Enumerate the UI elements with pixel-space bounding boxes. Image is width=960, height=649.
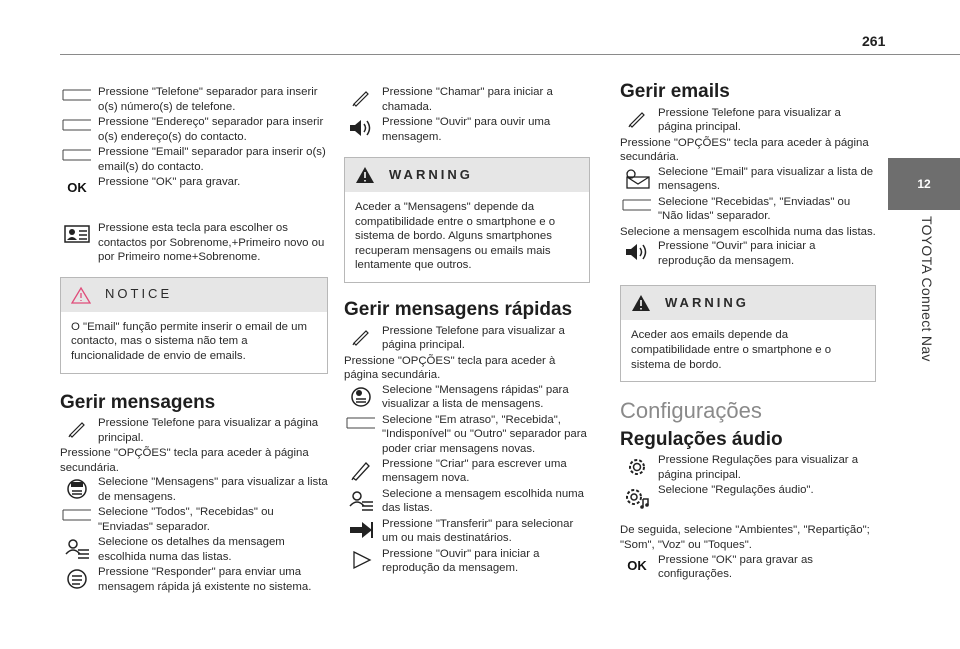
- pencil-icon: [620, 106, 654, 136]
- transfer-icon: [344, 517, 378, 547]
- column-1: [60, 85, 328, 595]
- chapter-section-title: Configurações: [620, 398, 762, 424]
- list-item: [60, 85, 328, 115]
- warning-box: [344, 157, 590, 283]
- item-text: Pressione "Ouvir" para iniciar a reprodução da mensagem.: [382, 547, 540, 575]
- address-field-icon: [60, 115, 94, 145]
- warning-icon: [355, 166, 375, 184]
- item-text: Selecione "Regulações áudio".: [658, 484, 814, 497]
- item-text: Selecione "Email" para visualizar a lista de mensagens.: [658, 165, 874, 193]
- item-text: Pressione "Transferir" para selecionar um ou mais destinatários.: [382, 517, 574, 545]
- list-item: [60, 145, 328, 175]
- notice-header: [61, 278, 327, 312]
- notice-text: O "Email" função permite inserir o email de um contacto, mas o sistema não tem a funcionalidade de envio de emails.: [71, 320, 307, 362]
- list-item: [344, 383, 590, 413]
- list-item: [60, 416, 328, 446]
- list-item: [344, 487, 590, 517]
- tab-field-icon: [344, 413, 378, 443]
- email-field-icon: [60, 145, 94, 175]
- warning-text: Aceder aos emails depende da compatibilidade entre o smartphone e o sistema de bordo.: [631, 329, 832, 371]
- item-text: Pressione "Telefone" separador para inserir o(s) número(s) de telefone.: [98, 86, 318, 113]
- list-item: [620, 453, 876, 483]
- item-text: Pressione Telefone para visualizar a página principal.: [658, 106, 841, 134]
- list-item: [620, 195, 876, 225]
- list-item: [344, 324, 590, 354]
- header-rule: [60, 54, 960, 55]
- section-heading: Gerir mensagens: [60, 391, 216, 413]
- list-item: [344, 457, 590, 487]
- play-icon: [344, 547, 378, 577]
- pencil-icon: [344, 85, 378, 115]
- notice-title: NOTICE: [105, 286, 173, 302]
- list-item: [60, 475, 328, 505]
- item-text: Pressione "OK" para gravar as configurações.: [658, 553, 813, 581]
- warning-text: Aceder a "Mensagens" depende da compatibilidade entre o smartphone e o sistema de bordo. Alguns smartphones recuperam mensagens ou emails mais lentamente que outros.: [355, 201, 556, 272]
- list-item: [344, 517, 590, 547]
- list-item: [620, 483, 876, 513]
- chapter-title: TOYOTA Connect Nav: [919, 216, 935, 362]
- list-details-icon: [60, 535, 94, 565]
- speaker-icon: [620, 239, 654, 269]
- item-text: Pressione "Responder" para enviar uma mensagem rápida já existente no sistema.: [98, 566, 312, 593]
- paragraph: Selecione a mensagem escolhida numa das listas.: [620, 225, 876, 238]
- pencil-icon: [60, 416, 94, 446]
- list-item: [344, 85, 590, 115]
- speaker-icon: [344, 115, 378, 145]
- reply-icon: [60, 565, 94, 595]
- warning-title: WARNING: [389, 166, 473, 182]
- item-text: Pressione "Criar" para escrever uma mensagem nova.: [382, 457, 567, 485]
- list-item: [620, 165, 876, 195]
- warning-title: WARNING: [665, 295, 749, 311]
- messages-icon: [60, 475, 94, 505]
- chapter-tab[interactable]: 12: [888, 158, 960, 210]
- tab-field-icon: [60, 505, 94, 535]
- page-number: 261: [862, 33, 886, 49]
- warning-header: [345, 158, 589, 192]
- create-icon: [344, 457, 378, 487]
- item-text: Selecione "Recebidas", "Enviadas" ou "Não lidas" separador.: [658, 195, 851, 223]
- ok-icon: OK: [67, 180, 87, 195]
- paragraph: De seguida, selecione "Ambientes", "Repartição"; "Som", "Voz" ou "Toques".: [620, 524, 870, 551]
- ok-icon: OK: [627, 557, 647, 573]
- section-heading: Gerir mensagens rápidas: [344, 298, 573, 320]
- notice-warning-icon: [71, 286, 91, 304]
- list-item: [620, 553, 876, 587]
- item-text: Selecione "Em atraso", "Recebida", "Indisponível" ou "Outro" separador para poder criar mensagens novas.: [382, 413, 587, 455]
- section-heading: Gerir emails: [620, 81, 730, 102]
- subsection-heading: Regulações áudio: [620, 428, 783, 450]
- list-item: [344, 413, 590, 457]
- item-text: Pressione "Ouvir" para ouvir uma mensagem.: [382, 116, 551, 143]
- list-item: [60, 221, 328, 265]
- warning-header: [621, 286, 875, 320]
- tab-field-icon: [620, 195, 654, 225]
- paragraph: Pressione "OPÇÕES" tecla para aceder à página secundária.: [60, 447, 309, 474]
- item-text: Pressione "Endereço" separador para inserir o(s) endereço(s) do contacto.: [98, 116, 324, 143]
- gear-icon: [620, 453, 654, 483]
- list-item: [60, 175, 328, 209]
- column-2: [344, 85, 590, 577]
- column-3: [620, 81, 876, 587]
- pencil-icon: [344, 324, 378, 354]
- email-icon: [620, 165, 654, 195]
- paragraph: Pressione "OPÇÕES" tecla para aceder à página secundária.: [620, 136, 869, 164]
- list-item: [620, 239, 876, 269]
- item-text: Pressione Regulações para visualizar a página principal.: [658, 454, 859, 481]
- list-item: [60, 565, 328, 595]
- item-text: Pressione Telefone para visualizar a página principal.: [98, 417, 319, 444]
- item-text: Selecione os detalhes da mensagem escolhida numa das listas.: [98, 536, 285, 563]
- phone-field-icon: [60, 85, 94, 115]
- item-text: Selecione "Mensagens" para visualizar a lista de mensagens.: [98, 476, 328, 503]
- list-item: [60, 535, 328, 565]
- paragraph: Pressione "OPÇÕES" tecla para aceder à página secundária.: [344, 354, 556, 382]
- item-text: Selecione a mensagem escolhida numa das listas.: [382, 487, 584, 515]
- item-text: Pressione "Ouvir" para iniciar a reprodução da mensagem.: [658, 240, 816, 267]
- list-item: [60, 115, 328, 145]
- item-text: Selecione "Todos", "Recebidas" ou "Enviadas" separador.: [98, 506, 274, 533]
- warning-icon: [631, 294, 651, 312]
- sort-contacts-icon: [60, 221, 94, 251]
- item-text: Pressione "Chamar" para iniciar a chamada.: [382, 86, 553, 113]
- item-text: Pressione Telefone para visualizar a página principal.: [382, 324, 565, 352]
- list-item: [60, 505, 328, 535]
- warning-box: [620, 285, 876, 382]
- item-text: Pressione "Email" separador para inserir o(s) email(s) do contacto.: [98, 146, 326, 173]
- notice-box: [60, 277, 328, 374]
- list-details-icon: [344, 487, 378, 517]
- item-text: Pressione esta tecla para escolher os contactos por Sobrenome,+Primeiro novo ou por Primeiro nome+Sobrenome.: [98, 222, 325, 264]
- list-item: [344, 115, 590, 145]
- list-item: [344, 547, 590, 577]
- audio-settings-icon: [620, 483, 654, 513]
- list-item: [620, 106, 876, 136]
- quick-messages-icon: [344, 383, 378, 413]
- item-text: Selecione "Mensagens rápidas" para visualizar a lista de mensagens.: [382, 383, 569, 411]
- item-text: Pressione "OK" para gravar.: [98, 176, 241, 188]
